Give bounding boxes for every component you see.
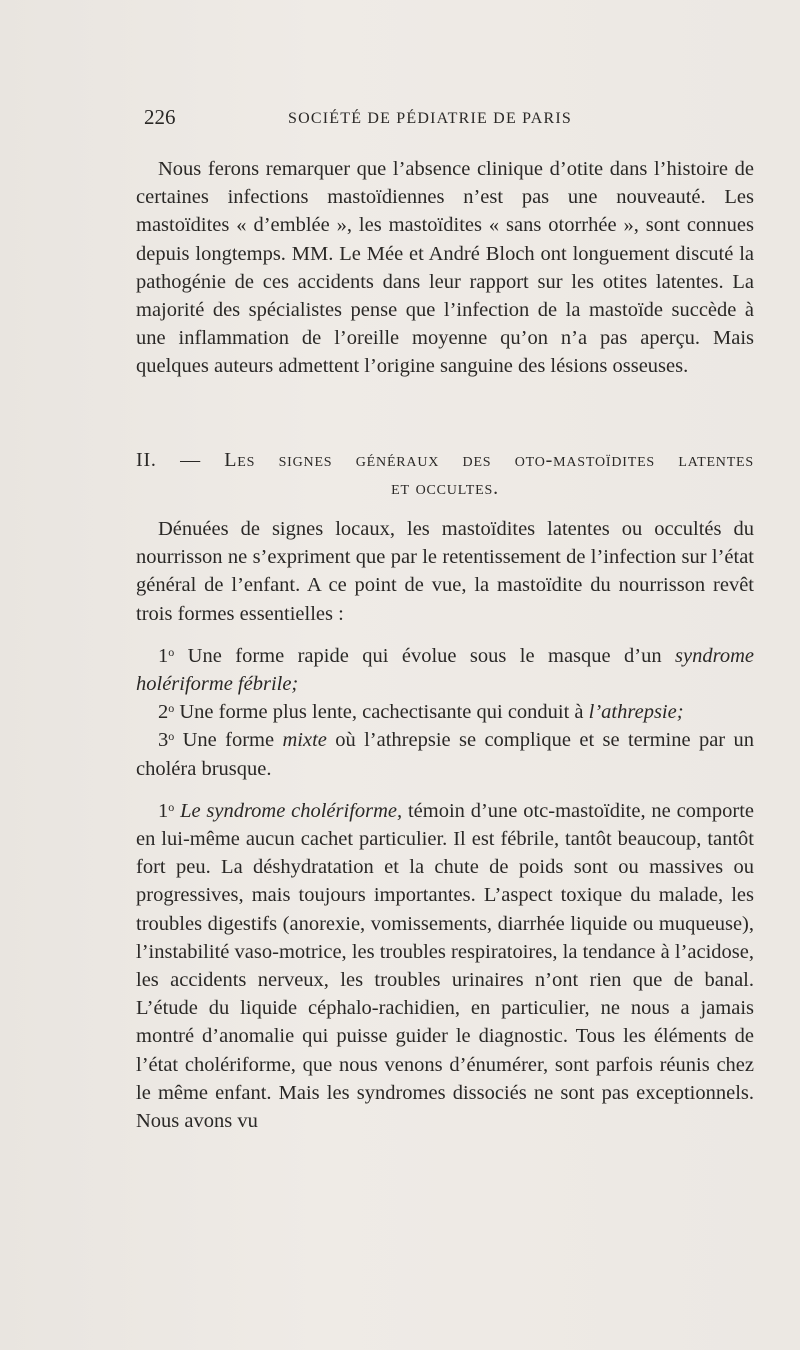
- page-number: 226: [144, 105, 176, 129]
- paragraph-2: Dénuées de signes locaux, les mastoïdites latentes ou occultés du nourrisson ne s’expriment que par le retentissement de l’infection sur l’état général de l’enfant. A ce point de vue, la mastoïdite du nourrisson revêt trois formes essentielles :: [136, 518, 754, 625]
- paragraph-3-number: 1$^o$: [158, 799, 175, 822]
- paragraph-3: [136, 797, 754, 1135]
- form-3-text-before: Une forme: [174, 729, 283, 752]
- page-header: [144, 105, 754, 135]
- form-3-text-after: où l’athrepsie se complique et se termine par un choléra brusque.: [136, 729, 754, 780]
- form-item-1: [136, 642, 754, 698]
- form-item-2: [136, 698, 754, 726]
- section-heading-line-2: et occultes.: [391, 477, 499, 499]
- section-heading: [136, 446, 754, 502]
- paragraph-3-italic: Le syndrome cholériforme,: [180, 799, 403, 822]
- form-item-3: [136, 726, 754, 782]
- form-2-number: 2$^o$: [158, 701, 175, 724]
- paragraph-3-text: témoin d’une otc-mastoïdite, ne comporte en lui-même aucun cachet particulier. Il est fébrile, tantôt beaucoup, tantôt fort peu. La déshydratation et la chute de poids sont ou massives ou progressives, mais toujours importantes. L’aspect toxique du malade, les troubles digestifs (anorexie, vomissements, diarrhée liquide ou muqueuse), l’instabilité vaso-motrice, les troubles respiratoires, la tendance à l’acidose, les accidents nerveux, les troubles urinaires n’ont rien que de banal. L’étude du liquide céphalo-rachidien, en particulier, ne nous a jamais montré d’anomalie qui puisse guider le diagnostic. Tous les éléments de l’état cholériforme, que nous venons d’énumérer, sont parfois réunis chez le même enfant. Mais les syndromes dissociés ne sont pas exceptionnels. Nous avons vu: [136, 799, 754, 1133]
- form-1-number: 1$^o$: [158, 644, 175, 667]
- form-3-italic: mixte: [282, 729, 327, 752]
- section-heading-line-1: II. — Les signes généraux des oto-mastoïdites latentes: [136, 449, 754, 471]
- body-block: [136, 515, 754, 1135]
- form-2-text: Une forme plus lente, cachectisante qui conduit à: [174, 701, 589, 724]
- form-3-number: 3$^o$: [158, 729, 175, 752]
- spacer: [136, 783, 754, 797]
- spacer: [136, 628, 754, 642]
- form-2-italic: l’athrepsie;: [588, 701, 684, 724]
- paragraph-1: Nous ferons remarquer que l’absence clinique d’otite dans l’histoire de certaines infections mastoïdiennes n’est pas une nouveauté. Les mastoïdites « d’emblée », les mastoïdites « sans otorrhée », sont connues depuis longtemps. MM. Le Mée et André Bloch ont longuement discuté la pathogénie de ces accidents dans leur rapport sur les otites latentes. La majorité des spécialistes pense que l’infection de la mastoïde succède à une inflammation de l’oreille moyenne qu’on n’a pas aperçu. Mais quelques auteurs admettent l’origine sanguine des lésions osseuses.: [136, 158, 754, 378]
- form-1-italic: syndrome holériforme fébrile;: [136, 644, 754, 696]
- running-title: SOCIÉTÉ DE PÉDIATRIE DE PARIS: [288, 110, 572, 127]
- form-1-text: Une forme rapide qui évolue sous le masque d’un: [174, 644, 676, 667]
- paragraph-1-block: [136, 155, 754, 381]
